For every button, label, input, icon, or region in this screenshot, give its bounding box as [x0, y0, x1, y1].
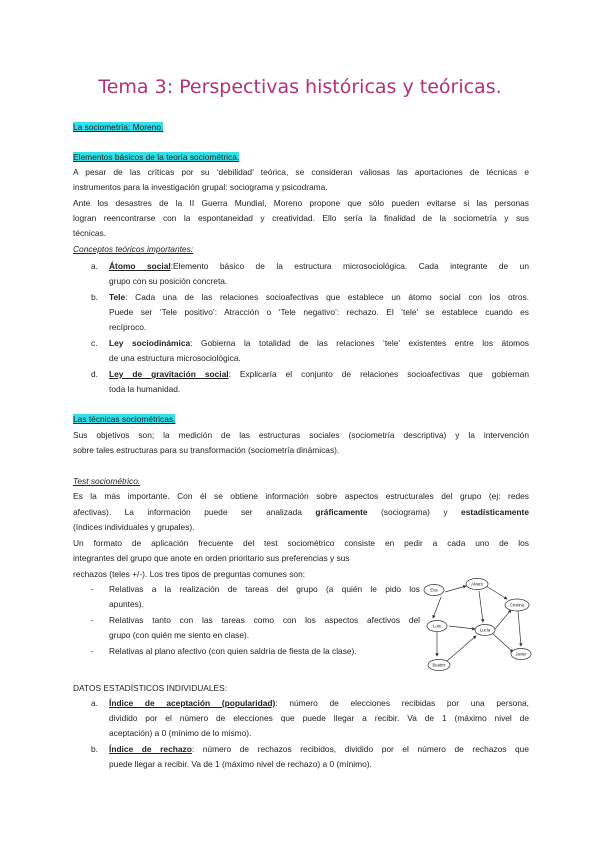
list-marker: -: [91, 584, 94, 594]
list-item-line: de una estructura microsociológica.: [109, 353, 241, 363]
list-marker: b.: [91, 744, 98, 754]
subheading-elementos: Elementos básicos de la teoría sociométrica.: [73, 152, 240, 162]
paragraph-line: sobre tales estructuras para su transformación (sociometría dinámicas).: [73, 445, 340, 455]
paragraph-line: técnicas.: [73, 228, 107, 238]
list-marker: -: [91, 646, 94, 656]
list-item: Ley de gravitación social: Explicaría el conjunto de relaciones socioafectivas que gobiernan: [109, 369, 530, 379]
sociogram-diagram: [423, 576, 535, 678]
sociogram-edge: [445, 586, 466, 592]
list-item: Índice de aceptación (popularidad): número de elecciones recibidas por una persona,: [109, 698, 529, 708]
list-item-line: aceptación) a 0 (mínimo de lo mismo).: [109, 728, 252, 738]
paragraph-line: Sus objetivos son; la medición de las estructuras sociales (sociometría descriptiva) y la intervención: [73, 430, 529, 440]
list-item: Relativas tanto con las tareas como con los aspectos afectivos del: [109, 615, 420, 625]
list-marker: a.: [91, 261, 98, 271]
section-heading-test: Test sociométrico.: [73, 476, 141, 486]
list-item: Índice de rechazo: número de rechazos recibidos, dividido por el número de rechazos que: [109, 744, 529, 754]
list-item-line: grupo (con quién me siento en clase).: [109, 630, 250, 640]
list-marker: d.: [91, 369, 98, 379]
sociogram-edge: [479, 591, 483, 622]
section-heading-datos: DATOS ESTADÍSTICOS INDIVIDUALES:: [73, 683, 228, 693]
sociogram-edge: [486, 586, 507, 599]
paragraph-line: rechazos (teles +/-). Los tres tipos de preguntas comunes son:: [73, 569, 306, 579]
paragraph-line: Un formato de aplicación frecuente del test sociométrico consiste en pedir a cada uno de los: [73, 538, 529, 548]
paragraph-line: integrantes del grupo que anote en orden prioritario sus preferencias y sus: [73, 553, 350, 563]
sociogram-node-label: Eva: [430, 587, 438, 593]
paragraph-line: Ante los desastres de la II Guerra Mundial, Moreno propone que sólo pueden evitarse si las personas: [73, 198, 529, 208]
paragraph-line: Es la más importante. Con él se obtiene información sobre aspectos estructurales del grupo (ej: redes: [73, 491, 529, 501]
paragraph-line: afectivas). La información puede ser analizada gráficamente (sociograma) y estadísticamente: [73, 507, 529, 517]
sociogram-node-label: Lucía: [479, 627, 491, 633]
list-item: Ley sociodinámica: Gobierna la totalidad de las relaciones ‘tele’ existentes entre los átomos: [109, 338, 529, 348]
list-item: Tele: Cada una de las relaciones socioafectivas que establece un átomo social con los otros.: [109, 292, 529, 302]
list-item-line: Puede ser ‘Tele positivo’: Atracción o ‘Tele negativo’: rechazo. El ‘tele’ se establece cuando es: [109, 307, 529, 317]
sociogram-node-label: Cristina: [509, 602, 525, 608]
list-marker: c.: [91, 338, 98, 348]
section-heading-sociometria: La sociometría: Moreno.: [73, 122, 164, 132]
sociogram-edge: [433, 597, 441, 618]
sociogram-edge: [518, 611, 521, 646]
list-item-line: puede llegar a recibir. Va de 1 (máximo nivel de rechazo) a 0 (mínimo).: [109, 759, 372, 769]
list-item-line: grupo con su posición concreta.: [109, 276, 228, 286]
list-marker: b.: [91, 292, 98, 302]
list-item-line: dividido por el número de elecciones que puede llegar a recibir. Va de 1 (máximo nivel de: [109, 713, 529, 723]
list-item: Relativas al plano afectivo (con quien saldría de fiesta de la clase).: [109, 646, 357, 656]
sociogram-node-label: Beatriz: [432, 662, 446, 668]
sociogram-edge: [447, 636, 476, 661]
sociogram-node-label: Javier: [515, 651, 527, 657]
list-item: Relativas a la realización de tareas del grupo (a quién le pido los: [109, 584, 420, 594]
sociogram-edge: [495, 610, 511, 629]
list-marker: a.: [91, 698, 98, 708]
list-item-line: recíproco.: [109, 322, 147, 332]
paragraph-line: logran reencontrarse con la espontaneidad y creatividad. Ello sería la finalidad de la sociometría y sus: [73, 213, 529, 223]
sociogram-edge: [493, 634, 513, 652]
list-marker: -: [91, 615, 94, 625]
page-title: Tema 3: Perspectivas históricas y teóricas.: [98, 76, 502, 98]
paragraph-line: instrumentos para la investigación grupal: sociograma y psicodrama.: [73, 182, 328, 192]
section-heading-tecnicas: Las técnicas sociométricas.: [73, 414, 176, 424]
list-item-line: apuntes).: [109, 599, 144, 609]
sociogram-node-label: Luis: [433, 623, 441, 629]
paragraph-line: A pesar de las críticas por su ‘debilidad’ teórica, se consideran valiosas las aportaciones de técnicas e: [73, 167, 529, 177]
paragraph-line: (índices individuales y grupales).: [73, 522, 195, 532]
sociogram-node-label: Alvaro: [471, 581, 483, 587]
list-item-line: toda la humanidad.: [109, 384, 181, 394]
concepts-heading: Conceptos teóricos importantes:: [73, 244, 194, 254]
list-item: Átomo social:Elemento básico de la estructura microsociológica. Cada integrante de un: [109, 261, 529, 271]
sociogram-edge: [449, 626, 475, 629]
